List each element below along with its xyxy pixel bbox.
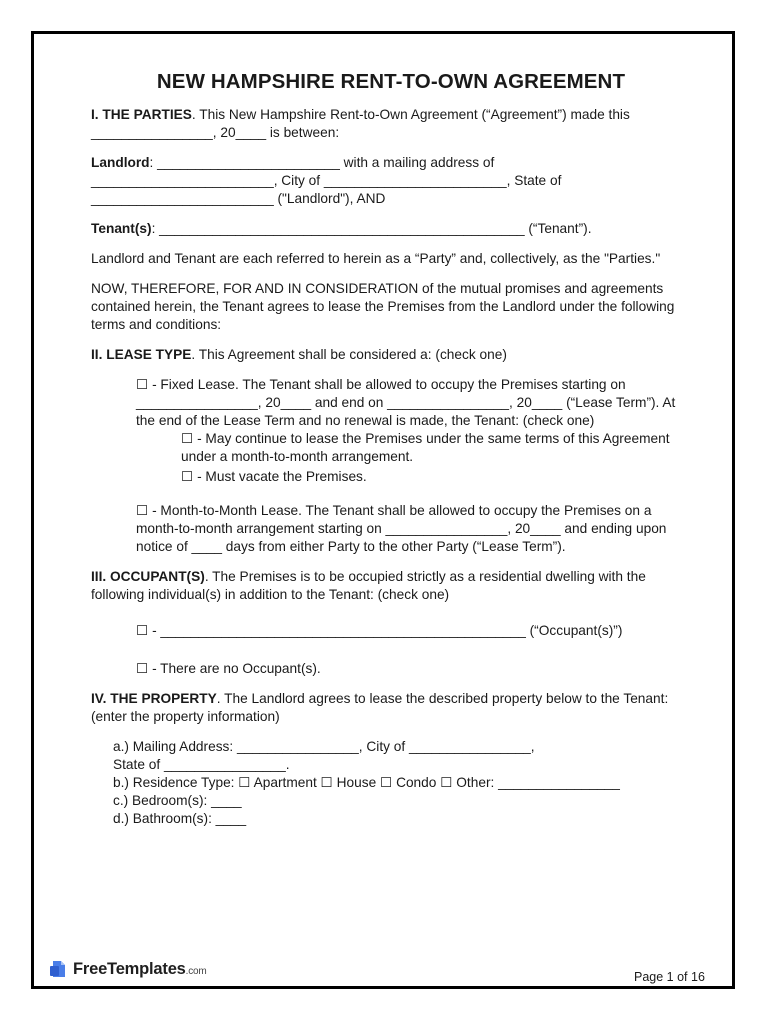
occupant-option-none: ☐ - There are no Occupant(s). — [136, 661, 321, 676]
fixed-lease-suboption-continue: ☐ - May continue to lease the Premises under the same terms of this Agreement under a month-to-month arrangement. — [181, 431, 670, 464]
document-body — [91, 70, 691, 828]
document-title: NEW HAMPSHIRE RENT-TO-OWN AGREEMENT — [156, 70, 626, 93]
fixed-lease-option: ☐ - Fixed Lease. The Tenant shall be allowed to occupy the Premises starting on ________________, 20____ and end on ________________, 20____ (“Lease Term”). At the end of the Lease Term and no renewal is made, the Tenant: (check one) — [136, 377, 676, 428]
freetemplates-logo[interactable] — [50, 959, 207, 979]
section-heading: III. OCCUPANT(S) — [91, 569, 205, 584]
occupant-option-named: ☐ - ________________________________________________ (“Occupant(s)”) — [136, 623, 623, 638]
brand-name: FreeTemplates.com — [73, 959, 207, 978]
month-to-month-option: ☐ - Month-to-Month Lease. The Tenant shall be allowed to occupy the Premises on a month-to-month arrangement starting on ________________, 20____ and ending upon notice of ____ days from either Party to the other Party (“Lease Term”). — [136, 503, 667, 554]
section-lease-type: II. LEASE TYPE. This Agreement shall be considered a: (check one) — [91, 347, 507, 362]
freetemplates-logo-icon — [50, 959, 68, 979]
landlord-label: Landlord — [91, 155, 150, 170]
document-page — [31, 31, 735, 989]
property-bathrooms: d.) Bathroom(s): ____ — [113, 811, 247, 826]
section-property: IV. THE PROPERTY. The Landlord agrees to lease the described property below to the Tenant: (enter the property information) — [91, 691, 669, 724]
property-residence-type: b.) Residence Type: ☐ Apartment ☐ House ☐ Condo ☐ Other: ________________ — [113, 775, 620, 790]
property-bedrooms: c.) Bedroom(s): ____ — [113, 793, 242, 808]
section-heading: II. LEASE TYPE — [91, 347, 192, 362]
parties-definition: Landlord and Tenant are each referred to herein as a “Party” and, collectively, as the "Parties." — [91, 251, 661, 266]
tenant-label: Tenant(s) — [91, 221, 152, 236]
tenant-block: Tenant(s): ________________________________________________ (“Tenant”). — [91, 221, 592, 236]
section-heading: I. THE PARTIES — [91, 107, 192, 122]
section-parties: I. THE PARTIES. This New Hampshire Rent-to-Own Agreement (“Agreement”) made this ________________, 20____ is between: — [91, 107, 630, 140]
consideration-clause: NOW, THEREFORE, FOR AND IN CONSIDERATION of the mutual promises and agreements contained herein, the Tenant agrees to lease the Premises from the Landlord under the following terms and conditions: — [91, 281, 675, 332]
page-number: Page 1 of 16 — [634, 970, 705, 984]
fixed-lease-suboption-vacate: ☐ - Must vacate the Premises. — [181, 469, 367, 484]
section-occupants: III. OCCUPANT(S). The Premises is to be occupied strictly as a residential dwelling with the following individual(s) in addition to the Tenant: (check one) — [91, 569, 646, 602]
property-mailing-address: a.) Mailing Address: ________________, City of ________________, State of ________________. — [113, 739, 535, 772]
section-heading: IV. THE PROPERTY — [91, 691, 217, 706]
landlord-block: Landlord: ________________________ with a mailing address of ________________________, City of ________________________, State of ________________________ ("Landlord"), AND — [91, 155, 562, 206]
